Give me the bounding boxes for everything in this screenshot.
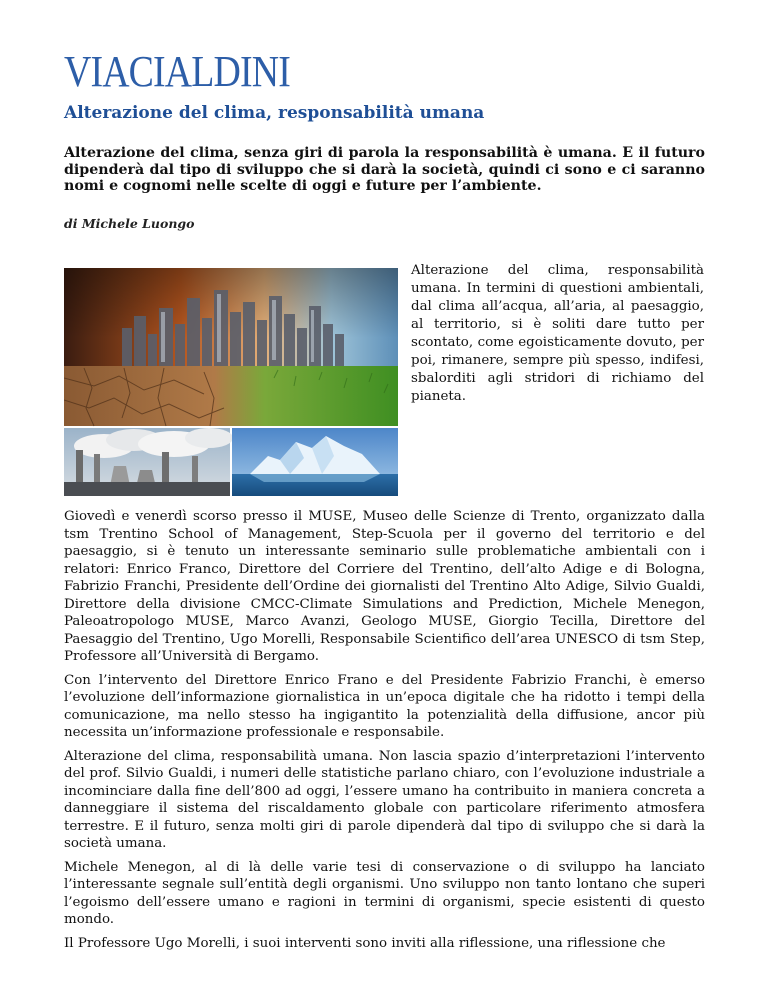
article-paragraph: Michele Menegon, al di là delle varie tesi di conservazione o di sviluppo ha lanciato l’interessante segnale sull’entità degli organismi. Uno sviluppo non tanto lontano che superi l’egoismo dell’essere umano e ragioni in termini di organismi, specie esistenti di questo mondo. (64, 859, 705, 927)
city-drought-panel (64, 268, 398, 426)
article-image (64, 268, 398, 496)
article-paragraph: Con l’intervento del Direttore Enrico Frano e del Presidente Fabrizio Franchi, è emerso l’evoluzione dell’informazione giornalistica in un’epoca digitale che ha ridotto i tempi della comunicazione, ma nello stesso ha ingigantito la potenzialità della diffusione, ancor più necessita un’informazione professionale e responsabile. (64, 672, 705, 740)
article-paragraph: Il Professore Ugo Morelli, i suoi interventi sono inviti alla riflessione, una riflessione che (64, 935, 666, 951)
article-byline: di Michele Luongo (64, 216, 195, 231)
article-body (64, 508, 705, 958)
article-lead: Alterazione del clima, senza giri di parola la responsabilità è umana. E il futuro dipenderà dal tipo di sviluppo che si darà la società, quindi ci sono e ci saranno nomi e cognomi nelle scelte di oggi e future per l’ambiente. (64, 145, 705, 194)
article-paragraph: Alterazione del clima, responsabilità umana. Non lascia spazio d’interpretazioni l’intervento del prof. Silvio Gualdi, i numeri delle statistiche parlano chiaro, con l’evoluzione industriale a incominciare dalla fine dell’800 ad oggi, l’essere umano ha contribuito in maniera concreta a danneggiare il sistema del riscaldamento globale con particolare riferimento atmosfera terrestre. E il futuro, senza molti giri di parole dipenderà dal tipo di sviluppo che si darà la società umana. (64, 748, 705, 851)
article-intro: Alterazione del clima, responsabilità umana. In termini di questioni ambientali, dal clima all’acqua, all’aria, al paesaggio, al territorio, si è soliti dare tutto per scontato, come egoisticamente dovuto, per poi, rimanere, sempre più spesso, indifesi, sbalorditi agli stridori di richiamo del pianeta. (411, 263, 704, 404)
article-title: Alterazione del clima, responsabilità umana (64, 103, 485, 123)
iceberg-panel (232, 428, 398, 496)
site-logo[interactable]: VIACIALDINI (64, 47, 290, 96)
smokestacks-panel (64, 428, 233, 496)
article-paragraph: Giovedì e venerdì scorso presso il MUSE, Museo delle Scienze di Trento, organizzato dalla tsm Trentino School of Management, Step-Scuola per il governo del territorio e del paesaggio, si è tenuto un interessante seminario sulle problematiche ambientali con i relatori: Enrico Franco, Direttore del Corriere del Trentino, dell’alto Adige e di Bologna, Fabrizio Franchi, Presidente dell’Ordine dei giornalisti del Trentino Alto Adige, Silvio Gualdi, Direttore della divisione CMCC-Climate Simulations and Prediction, Michele Menegon, Paleoatropologo MUSE, Marco Avanzi, Geologo MUSE, Giorgio Tecilla, Direttore del Paesaggio del Trentino, Ugo Morelli, Responsabile Scientifico dell’area UNESCO di tsm Step, Professore all’Università di Bergamo. (64, 509, 705, 664)
